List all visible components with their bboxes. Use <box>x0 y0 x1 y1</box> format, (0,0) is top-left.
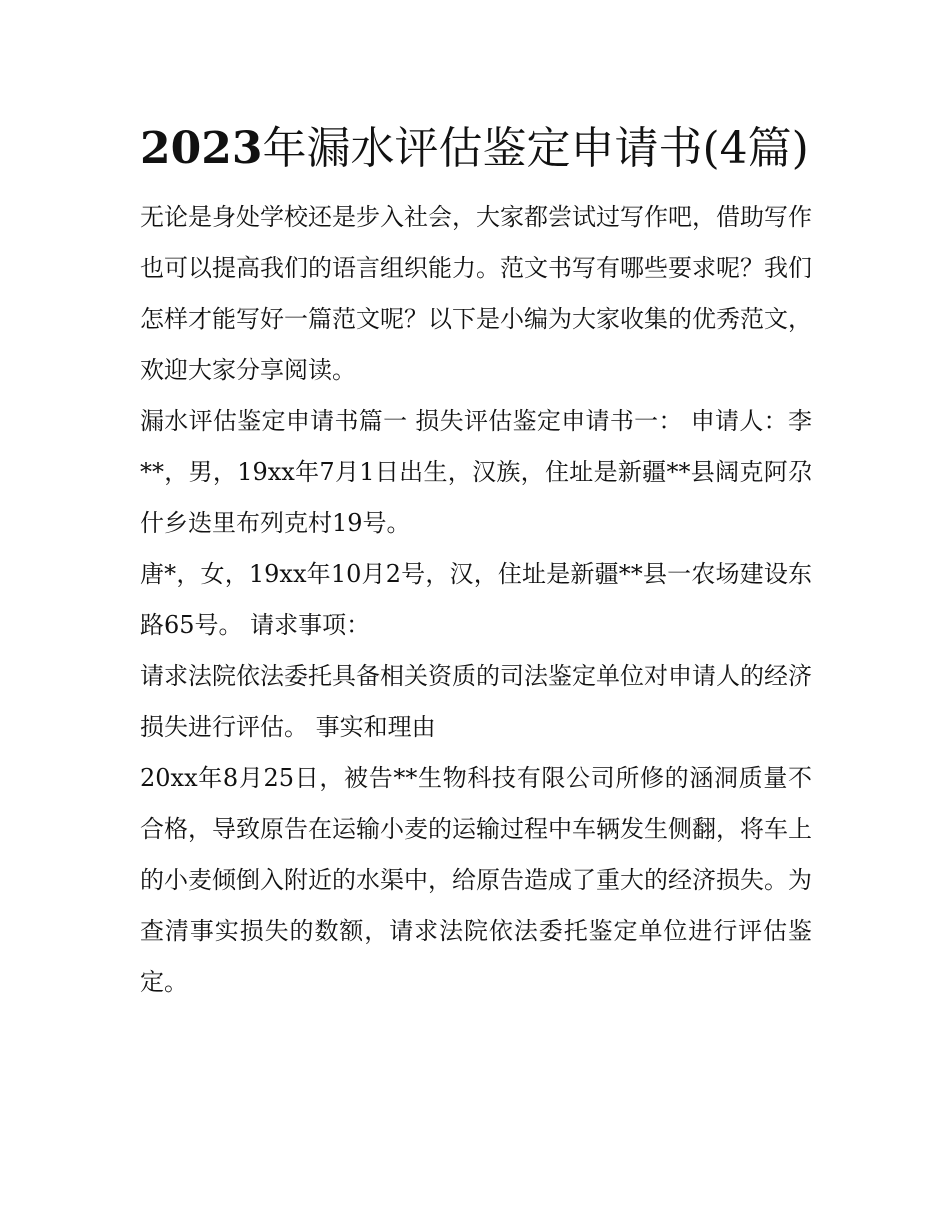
second-applicant-paragraph: 唐*，女，19xx年10月2号，汉，住址是新疆**县一农场建设东路65号。 请求事项： <box>140 560 812 639</box>
intro-paragraph: 无论是身处学校还是步入社会，大家都尝试过写作吧，借助写作也可以提高我们的语言组织能力。范文书写有哪些要求呢？我们怎样才能写好一篇范文呢？以下是小编为大家收集的优秀范文，欢迎大家分享阅读。 <box>140 203 812 384</box>
document-page <box>140 118 812 1008</box>
title-year: 2023 <box>140 123 263 174</box>
document-title <box>140 118 812 180</box>
applicant-paragraph: 漏水评估鉴定申请书篇一 损失评估鉴定申请书一： 申请人：李**，男，19xx年7月1日出生，汉族，住址是新疆**县阔克阿尕什乡迭里布列克村19号。 <box>140 407 812 537</box>
request-paragraph: 请求法院依法委托具备相关资质的司法鉴定单位对申请人的经济损失进行评估。 事实和理由 <box>140 662 812 741</box>
title-text: 年漏水评估鉴定申请书(4篇) <box>262 123 809 174</box>
facts-paragraph: 20xx年8月25日，被告**生物科技有限公司所修的涵洞质量不合格，导致原告在运输小麦的运输过程中车辆发生侧翻，将车上的小麦倾倒入附近的水渠中，给原告造成了重大的经济损失。为查清事实损失的数额，请求法院依法委托鉴定单位进行评估鉴定。 <box>140 764 812 996</box>
